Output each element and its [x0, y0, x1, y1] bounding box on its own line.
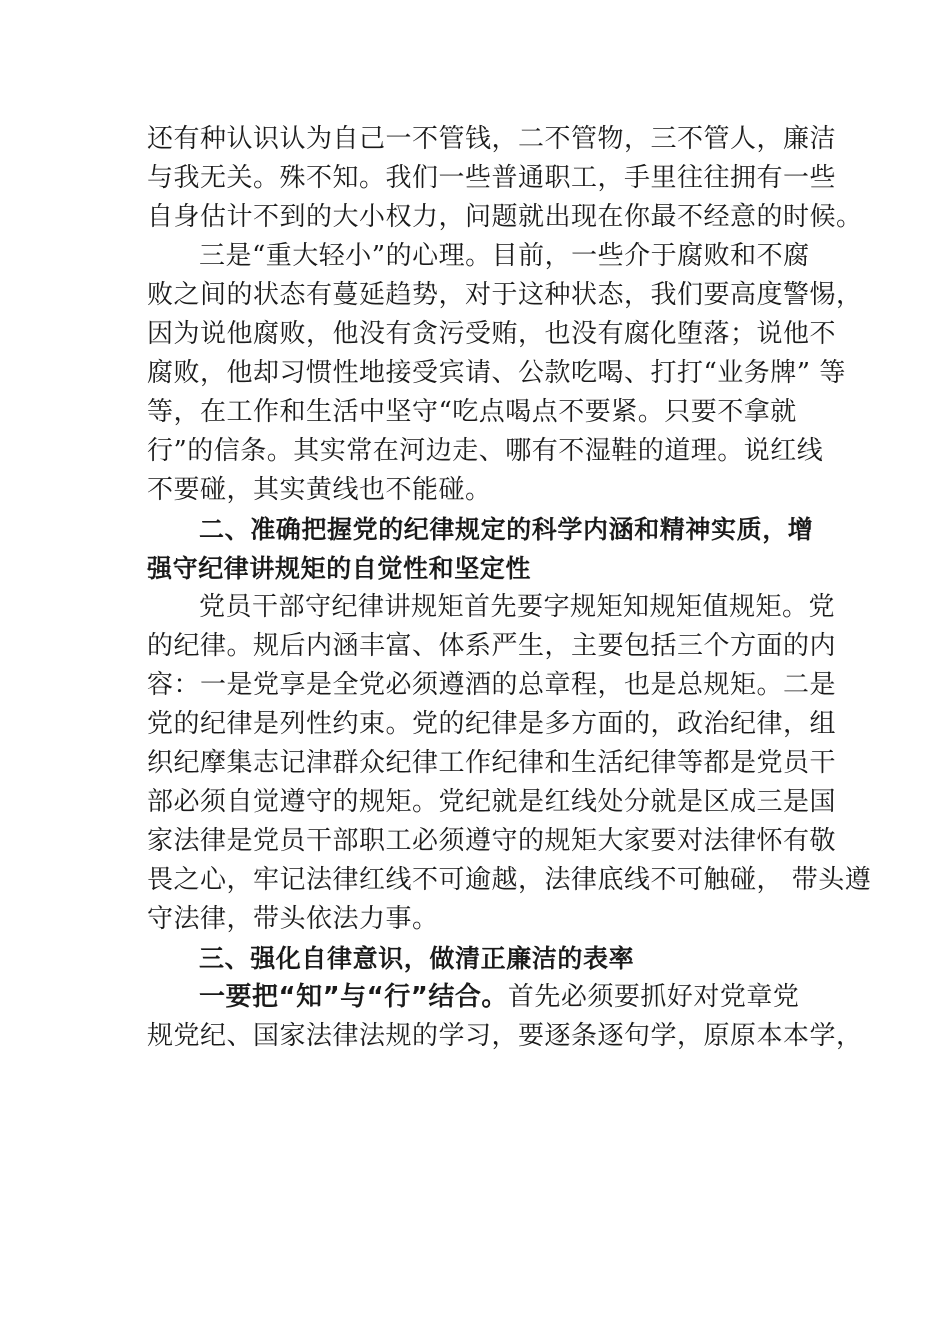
text-line: 织纪摩集志记津群众纪律工作纪律和生活纪律等都是党员干	[147, 748, 837, 778]
text-line: 党的纪律是列性约束。党的纪律是多方面的，政治纪律，组	[147, 709, 837, 739]
paragraph-1	[147, 120, 863, 237]
text-line: 容：一是党享是全党必须遵酒的总章程，也是总规矩。二是	[147, 670, 837, 700]
heading-line: 二、准确把握党的纪律规定的科学内涵和精神实质，增	[199, 515, 814, 544]
text-line: 与我无关。殊不知。我们一些普通职工，手里往往拥有一些	[147, 163, 837, 193]
section-heading-2	[147, 510, 827, 588]
text-line: 腐败，他却习惯性地接受宾请、公款吃喝、打打“业务牌” 等	[147, 358, 846, 388]
text-line: 因为说他腐败，他没有贪污受贿，也没有腐化堕落；说他不	[147, 319, 837, 349]
text-line	[147, 978, 827, 1017]
section-heading-3	[147, 939, 827, 978]
text-line: 不要碰，其实黄线也不能碰。	[147, 475, 492, 505]
text-line: 家法律是党员干部职工必须遵守的规矩大家要对法律怀有敬	[147, 826, 837, 856]
text-line: 行”的信条。其实常在河边走、哪有不湿鞋的道理。说红线	[147, 436, 824, 466]
text-line: 畏之心，牢记法律红线不可逾越，法律底线不可触碰， 带头遵	[147, 865, 872, 895]
text-line: 自身估计不到的大小权力，问题就出现在你最不经意的时候。	[147, 202, 863, 232]
paragraph-3	[147, 588, 872, 939]
text-line: 守法律，带头依法力事。	[147, 904, 439, 934]
heading-line: 三、强化自律意识，做清正廉洁的表率	[199, 944, 635, 973]
text-run: 首先必须要抓好对党章党	[507, 982, 800, 1012]
text-line: 等，在工作和生活中坚守“吃点喝点不要紧。只要不拿就	[147, 397, 797, 427]
text-line: 还有种认识认为自己一不管钱，二不管物，三不管人，廉洁	[147, 124, 837, 154]
text-line: 败之间的状态有蔓延趋势，对于这种状态，我们要高度警惕，	[147, 280, 863, 310]
text-line: 三是“重大轻小”的心理。目前，一些介于腐败和不腐	[199, 241, 810, 271]
paragraph-2	[147, 237, 863, 510]
document-body	[147, 120, 872, 1056]
text-line: 的纪律。规后内涵丰富、体系严生，主要包括三个方面的内	[147, 631, 837, 661]
heading-line: 强守纪律讲规矩的自觉性和坚定性	[147, 554, 532, 583]
text-line: 党员干部守纪律讲规矩首先要字规矩知规矩值规矩。党	[199, 592, 836, 622]
paragraph-lead: 一要把“知”与“行”结合。	[199, 982, 508, 1012]
paragraph-4	[147, 978, 863, 1056]
text-line: 规党纪、国家法律法规的学习，要逐条逐句学，原原本本学，	[147, 1021, 863, 1051]
text-line: 部必须自觉遵守的规矩。党纪就是红线处分就是区成三是国	[147, 787, 837, 817]
